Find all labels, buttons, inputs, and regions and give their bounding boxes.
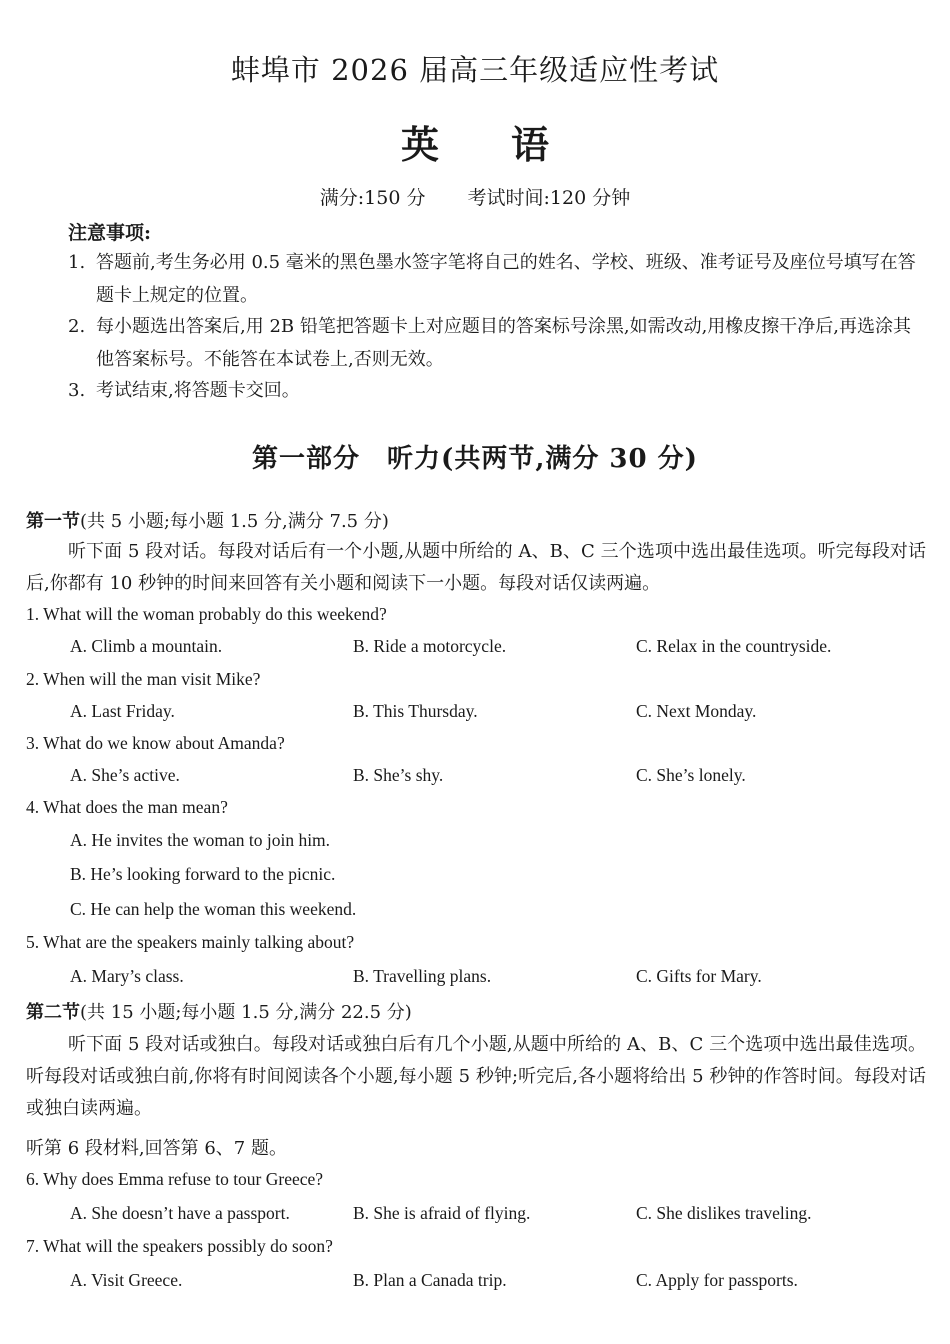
option-7a: A. Visit Greece. (70, 1270, 183, 1290)
option-4a: A. He invites the woman to join him. (70, 830, 331, 850)
option-5c: C. Gifts for Mary. (636, 966, 762, 986)
question-5: 5. What are the speakers mainly talking about? (26, 932, 355, 952)
section1-instructions: 听下面 5 段对话。每段对话后有一个小题,从题中所给的 A、B、C 三个选项中选出最佳选项。听完每段对话后,你都有 10 秒钟的时间来回答有关小题和阅读下一小题。每段对话仅读两遍。 (26, 541, 926, 594)
section1-label: 第一节 (26, 511, 80, 532)
option-3c: C. She’s lonely. (636, 765, 746, 785)
section2-label: 第二节 (26, 1002, 80, 1023)
question-3: 3. What do we know about Amanda? (26, 733, 285, 753)
option-1a: A. Climb a mountain. (70, 636, 223, 656)
note-item (68, 310, 928, 376)
exam-time: 考试时间:120 分钟 (467, 187, 631, 209)
note-text: 考试结束,将答题卡交回。 (96, 380, 300, 401)
note-number: 1. (68, 252, 86, 273)
section2-title (26, 998, 412, 1024)
question-2: 2. When will the man visit Mike? (26, 669, 261, 689)
option-5b: B. Travelling plans. (353, 966, 492, 986)
option-3b: B. She’s shy. (353, 765, 444, 785)
exam-title: 蚌埠市 2026 届高三年级适应性考试 (230, 53, 720, 87)
question-6: 6. Why does Emma refuse to tour Greece? (26, 1169, 324, 1189)
note-number: 2. (68, 316, 86, 337)
note-number: 3. (68, 380, 86, 401)
option-2c: C. Next Monday. (636, 701, 757, 721)
score-line (0, 183, 950, 210)
option-6a: A. She doesn’t have a passport. (70, 1203, 290, 1223)
option-4c: C. He can help the woman this weekend. (70, 899, 357, 919)
option-6c: C. She dislikes traveling. (636, 1203, 812, 1223)
note-text: 每小题选出答案后,用 2B 铅笔把答题卡上对应题目的答案标号涂黑,如需改动,用橡皮擦干净后,再选涂其他答案标号。不能答在本试卷上,否则无效。 (96, 316, 912, 370)
question-7: 7. What will the speakers possibly do soon? (26, 1236, 333, 1256)
note-item (68, 246, 928, 312)
option-2b: B. This Thursday. (353, 701, 478, 721)
option-7c: C. Apply for passports. (636, 1270, 798, 1290)
option-6b: B. She is afraid of flying. (353, 1203, 531, 1223)
note-text: 答题前,考生务必用 0.5 毫米的黑色墨水签字笔将自己的姓名、学校、班级、准考证号及座位号填写在答题卡上规定的位置。 (96, 252, 916, 306)
question-4: 4. What does the man mean? (26, 797, 228, 817)
section1-info: (共 5 小题;每小题 1.5 分,满分 7.5 分) (80, 511, 389, 532)
subject-char-2: 语 (511, 122, 550, 167)
part-title: 第一部分 听力(共两节,满分 30 分) (252, 444, 698, 474)
full-score: 满分:150 分 (319, 187, 426, 209)
option-1b: B. Ride a motorcycle. (353, 636, 507, 656)
option-7b: B. Plan a Canada trip. (353, 1270, 507, 1290)
option-3a: A. She’s active. (70, 765, 180, 785)
notes-title: 注意事项: (68, 222, 152, 244)
option-5a: A. Mary’s class. (70, 966, 184, 986)
option-1c: C. Relax in the countryside. (636, 636, 832, 656)
note-item (68, 374, 928, 407)
option-4b: B. He’s looking forward to the picnic. (70, 864, 336, 884)
section1-title (26, 507, 389, 533)
subject-title (0, 114, 950, 169)
subject-char-1: 英 (400, 122, 439, 167)
section2-instructions: 听下面 5 段对话或独白。每段对话或独白后有几个小题,从题中所给的 A、B、C 三个选项中选出最佳选项。听每段对话或独白前,你将有时间阅读各个小题,每小题 5 秒钟;听完后,各小题将给出 5 秒钟的作答时间。每段对话或独白读两遍。 (26, 1034, 926, 1119)
section2-info: (共 15 小题;每小题 1.5 分,满分 22.5 分) (80, 1002, 412, 1023)
option-2a: A. Last Friday. (70, 701, 175, 721)
material-6-note: 听第 6 段材料,回答第 6、7 题。 (26, 1138, 287, 1159)
question-1: 1. What will the woman probably do this weekend? (26, 604, 387, 624)
